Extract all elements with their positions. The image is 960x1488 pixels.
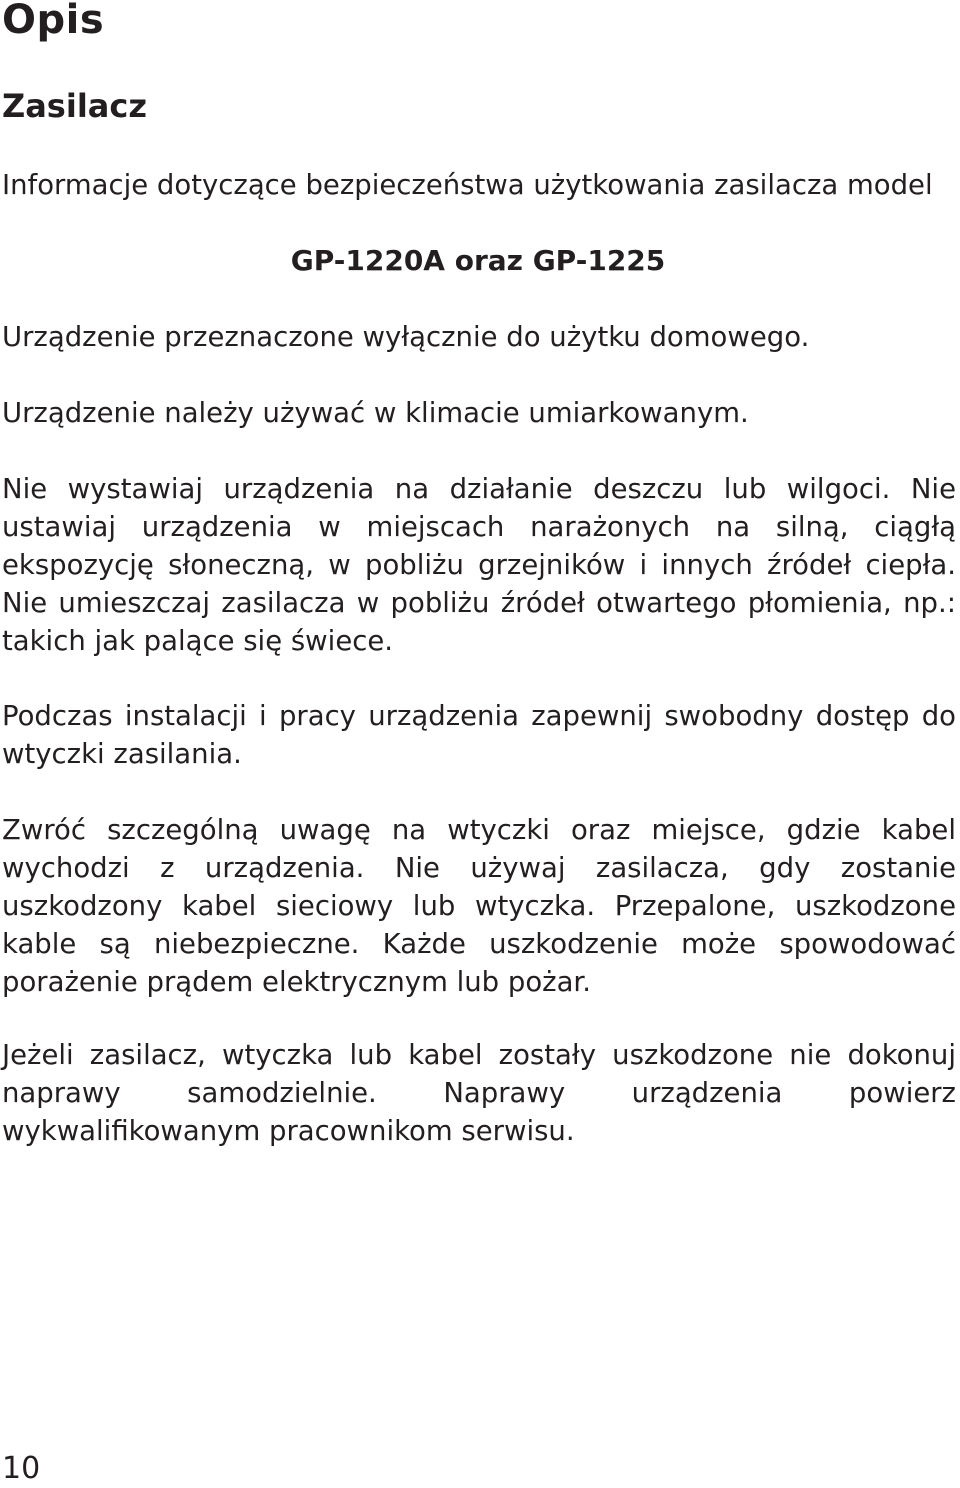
section-title: Zasilacz — [2, 87, 147, 125]
model-label: GP-1220A oraz GP-1225 — [290, 244, 666, 277]
page-heading: Opis — [2, 0, 105, 43]
paragraph-repair: Jeżeli zasilacz, wtyczka lub kabel zostały uszkodzone nie dokonuj naprawy samodzielnie. Naprawy urządzenia powierz wykwalifikowanym pracownikom serwisu. — [2, 1039, 956, 1147]
paragraph-plug-access: Podczas instalacji i pracy urządzenia zapewnij swobodny dostęp do wtyczki zasilania. — [2, 700, 956, 770]
paragraph-climate: Urządzenie należy używać w klimacie umiarkowanym. — [2, 397, 749, 429]
paragraph-moisture-heat: Nie wystawiaj urządzenia na działanie deszczu lub wilgoci. Nie ustawiaj urządzenia w miejscach narażonych na silną, ciągłą ekspozycję słoneczną, w pobliżu grzejników i innych źródeł ciepła. Nie umieszczaj zasilacza w pobliżu źródeł otwartego płomienia, np.: takich jak palące się świece. — [2, 473, 956, 657]
page-number: 10 — [2, 1451, 41, 1486]
intro-text: Informacje dotyczące bezpieczeństwa użytkowania zasilacza model — [2, 169, 933, 201]
model-names — [0, 242, 960, 280]
paragraph-cable-damage: Zwróć szczególną uwagę na wtyczki oraz miejsce, gdzie kabel wychodzi z urządzenia. Nie używaj zasilacza, gdy zostanie uszkodzony kabel sieciowy lub wtyczka. Przepalone, uszkodzone kable są niebezpieczne. Każde uszkodzenie może spowodować porażenie prądem elektrycznym lub pożar. — [2, 814, 956, 998]
paragraph-domestic-use: Urządzenie przeznaczone wyłącznie do użytku domowego. — [2, 321, 810, 353]
